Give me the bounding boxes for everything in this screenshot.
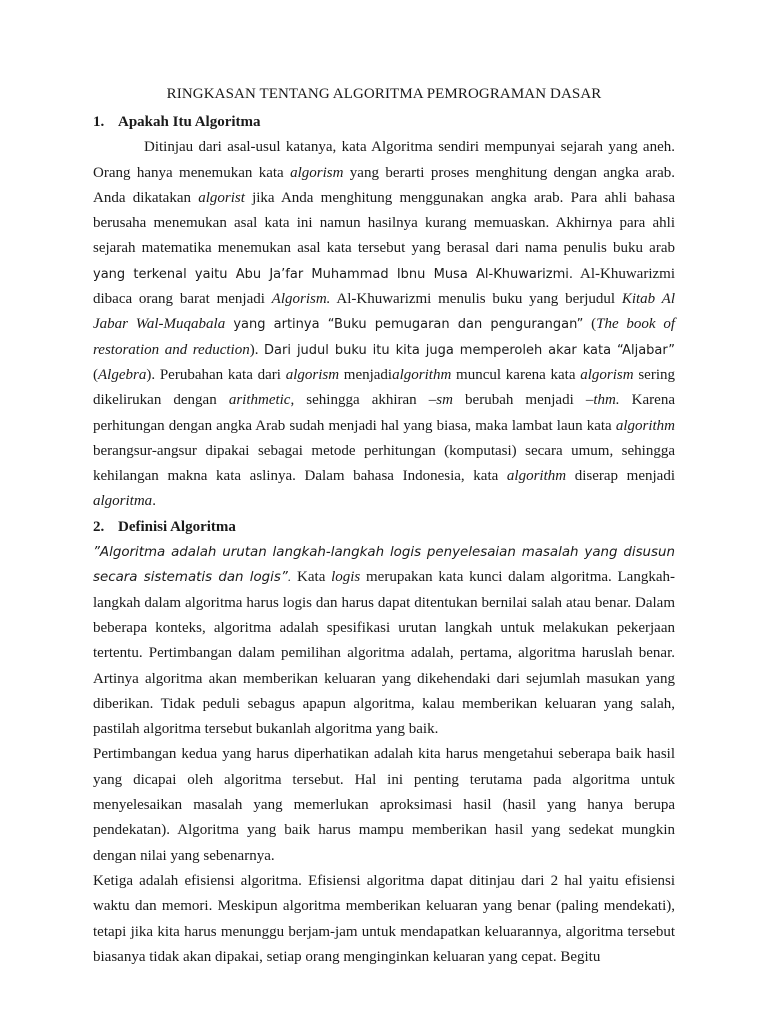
text-run: ( xyxy=(93,366,98,383)
italic-term: algorism xyxy=(580,366,634,383)
text-run: sering dikelirukan dengan xyxy=(93,366,675,409)
italic-term: Algebra xyxy=(98,366,147,383)
text-run: ). Perubahan kata dari xyxy=(146,366,286,383)
text-run: , sehingga akhiran xyxy=(290,392,429,409)
text-run: yang terkenal yaitu Abu Ja’far Muhammad Ibnu Musa Al-Khuwarizmi. xyxy=(93,266,574,282)
text-run: ( xyxy=(583,316,597,333)
text-run: Dari judul buku itu kita juga memperoleh akar kata “Aljabar” xyxy=(264,342,675,358)
definition-quote: ”Algoritma adalah urutan langkah-langkah logis penyelesaian masalah yang disusun secara sistematis dan logis” xyxy=(93,545,675,586)
text-run: ). xyxy=(249,341,265,358)
text-run: merupakan kata kunci dalam algoritma. Langkah-langkah dalam algoritma harus logis dan harus dapat ditentukan bernilai salah atau benar. Dalam beberapa konteks, algoritma adalah spesifikasi urutan langkah untuk melakukan pekerjaan tertentu. Pertimbangan dalam pemilihan algoritma adalah, pertama, algoritma haruslah benar. Artinya algoritma akan memberikan keluaran yang dikehendaki dari sejumlah masukan yang diberikan. Tidak peduli sebagus apapun algoritma, kalau memberikan keluaran yang salah, pastilah algoritma tersebut bukanlah algoritma yang baik. xyxy=(93,569,675,738)
italic-term: algorithm xyxy=(392,366,452,383)
italic-term: The book of restoration and reduction xyxy=(93,316,675,358)
paragraph: Pertimbangan kedua yang harus diperhatikan adalah kita harus mengetahui seberapa baik hasil yang dicapai oleh algoritma tersebut. Hal ini penting terutama pada algoritma untuk menyelesaikan masalah yang memerlukan aproksimasi hasil (hasil yang hanya berupa pendekatan). Algoritma yang baik harus mampu memberikan hasil yang sedekat mungkin dengan nilai yang sebenarnya. xyxy=(93,746,675,864)
text-run: berubah menjadi xyxy=(452,392,586,409)
italic-term: algorithm xyxy=(615,417,675,434)
text-run: . xyxy=(287,571,292,585)
italic-term: algoritma xyxy=(93,493,153,510)
page-title: RINGKASAN TENTANG ALGORITMA PEMROGRAMAN DASAR xyxy=(166,86,602,102)
text-run: diserap menjadi xyxy=(566,468,675,485)
italic-term: Algorism. xyxy=(271,291,331,308)
text-run: Karena perhitungan dengan angka Arab sudah menjadi hal yang biasa, maka lambat laun kata xyxy=(93,392,675,434)
text-run: berangsur-angsur dipakai sebagai metode perhitungan (komputasi) secara umum, sehingga kehilangan makna kata aslinya. Dalam bahasa Indonesia, kata xyxy=(93,442,675,485)
italic-term: –thm. xyxy=(585,392,620,409)
italic-term: algorist xyxy=(198,189,245,206)
italic-term: Kitab Al Jabar Wal-Muqabala xyxy=(93,291,676,333)
italic-term: logis xyxy=(331,569,361,586)
section-number: 1. xyxy=(93,114,105,130)
paragraph xyxy=(93,540,675,742)
text-run: Al-Khuwarizmi dibaca orang barat menjadi xyxy=(93,265,675,308)
italic-term: algorithm xyxy=(506,468,567,485)
italic-term: –sm xyxy=(428,392,453,409)
section-heading-1 xyxy=(93,110,675,135)
paragraph xyxy=(93,135,675,514)
text-run: jika Anda menghitung menggunakan angka arab. Para ahli bahasa berusaha menemukan asal kata ini namun hasilnya kurang memuaskan. Akhirnya para ahli sejarah matematika menemukan asal kata tersebut yang berasal dari nama penulis buku arab xyxy=(93,189,675,257)
text-run: menjadi xyxy=(339,366,393,383)
text-run: yang artinya “Buku pemugaran dan pengurangan” xyxy=(225,317,584,333)
text-run: yang berarti proses menghitung dengan angka arab. Anda dikatakan xyxy=(93,164,675,206)
italic-term: algorism xyxy=(285,366,340,383)
text-run: Ditinjau dari asal-usul katanya, kata Algoritma sendiri mempunyai sejarah yang aneh. Orang hanya menemukan kata xyxy=(93,139,675,181)
section-heading-text: Apakah Itu Algoritma xyxy=(118,114,261,130)
paragraph: Ketiga adalah efisiensi algoritma. Efisiensi algoritma dapat ditinjau dari 2 hal yaitu efisiensi waktu dan memori. Meskipun algoritma memberikan keluaran yang benar (paling mendekati), tetapi jika kita harus menunggu berjam-jam untuk mendapatkan keluarannya, algoritma tersebut biasanya tidak akan dipakai, setiap orang menginginkan keluaran yang cepat. Begitu xyxy=(93,872,675,965)
italic-term: arithmetic xyxy=(228,392,291,409)
text-run: Al-Khuwarizmi menulis buku yang berjudul xyxy=(330,291,622,308)
text-run: . xyxy=(152,493,156,510)
italic-term: algorism xyxy=(290,164,344,181)
text-run: muncul karena kata xyxy=(451,366,581,383)
section-heading-2 xyxy=(93,515,675,540)
section-heading-text: Definisi Algoritma xyxy=(118,518,236,535)
section-number: 2. xyxy=(93,518,105,535)
text-run: Kata xyxy=(291,569,332,586)
document-body xyxy=(93,110,675,970)
